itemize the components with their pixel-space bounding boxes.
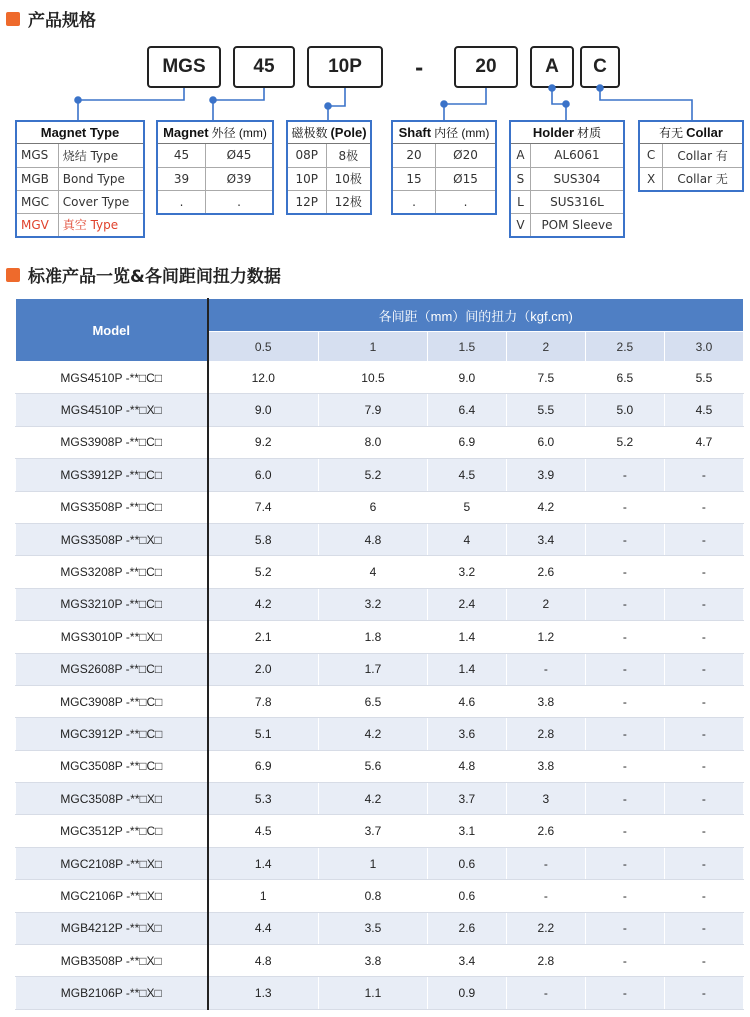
spec-row: V POM Sleeve	[511, 213, 623, 236]
torque-cell: 7.8	[208, 685, 319, 717]
torque-cell: 5.0	[585, 394, 664, 426]
spec-shaft-head: Shaft 内径 (mm)	[393, 122, 495, 144]
model-cell: MGC2106P -**□X□	[16, 880, 208, 912]
code-part-holder: A	[530, 46, 574, 88]
section-title-table	[6, 262, 281, 287]
torque-cell: 3.6	[427, 718, 506, 750]
spec-row: C Collar 有	[640, 144, 742, 167]
torque-cell: -	[585, 621, 664, 653]
code-part-pole: 10P	[307, 46, 383, 88]
model-cell: MGS3508P -**□C□	[16, 491, 208, 523]
torque-cell: -	[664, 912, 743, 944]
torque-cell: 5.2	[319, 459, 428, 491]
torque-cell: 2.8	[506, 718, 585, 750]
torque-cell: -	[585, 912, 664, 944]
model-cell: MGS2608P -**□C□	[16, 653, 208, 685]
spec-collar-head: 有无 Collar	[640, 122, 742, 144]
gap-header-3: 2	[506, 332, 585, 362]
table-row	[16, 977, 744, 1009]
torque-cell: -	[585, 459, 664, 491]
torque-cell: 5.1	[208, 718, 319, 750]
torque-cell: 6.9	[208, 750, 319, 782]
table-row	[16, 653, 744, 685]
spec-row: X Collar 无	[640, 167, 742, 190]
gap-header-5: 3.0	[664, 332, 743, 362]
spec-row: . .	[158, 190, 272, 213]
torque-cell: -	[664, 880, 743, 912]
spec-collar	[638, 120, 744, 192]
spec-pole-head: 磁极数 (Pole)	[288, 122, 370, 144]
torque-cell: 3.9	[506, 459, 585, 491]
table-row	[16, 556, 744, 588]
table-row	[16, 362, 744, 394]
spec-row: MGC Cover Type	[17, 190, 143, 213]
torque-cell: -	[585, 783, 664, 815]
code-dash: -	[415, 56, 424, 80]
spec-row: L SUS316L	[511, 190, 623, 213]
table-row	[16, 880, 744, 912]
table-row	[16, 718, 744, 750]
torque-cell: -	[664, 523, 743, 555]
spec-row: 20 Ø20	[393, 144, 495, 167]
torque-cell: 3.4	[427, 945, 506, 977]
torque-cell: 7.5	[506, 362, 585, 394]
torque-cell: 5.5	[664, 362, 743, 394]
torque-cell: 6.4	[427, 394, 506, 426]
section-title-table-text: 标准产品一览&各间距间扭力数据	[28, 267, 281, 287]
model-cell: MGS3912P -**□C□	[16, 459, 208, 491]
spec-holder-head: Holder 材质	[511, 122, 623, 144]
torque-cell: -	[585, 847, 664, 879]
torque-cell: 5.2	[585, 426, 664, 458]
spec-row: 12P 12极	[288, 190, 370, 213]
table-row	[16, 945, 744, 977]
torque-cell: 3	[506, 783, 585, 815]
spec-row: 08P 8极	[288, 144, 370, 167]
torque-cell: 4	[427, 523, 506, 555]
torque-cell: 2.6	[506, 815, 585, 847]
model-cell: MGB2106P -**□X□	[16, 977, 208, 1009]
torque-cell: -	[585, 491, 664, 523]
code-part-collar: C	[580, 46, 620, 88]
gap-header-4: 2.5	[585, 332, 664, 362]
torque-cell: 1.3	[208, 977, 319, 1009]
torque-cell: -	[664, 847, 743, 879]
torque-cell: -	[506, 847, 585, 879]
torque-cell: 5.2	[208, 556, 319, 588]
table-row	[16, 847, 744, 879]
torque-cell: 8.0	[319, 426, 428, 458]
torque-cell: 2.4	[427, 588, 506, 620]
torque-cell: 3.7	[427, 783, 506, 815]
table-row	[16, 426, 744, 458]
gap-header-0: 0.5	[208, 332, 319, 362]
table-row	[16, 523, 744, 555]
model-cell: MGS3210P -**□C□	[16, 588, 208, 620]
spec-row: 45 Ø45	[158, 144, 272, 167]
torque-cell: -	[664, 815, 743, 847]
torque-cell: 3.2	[427, 556, 506, 588]
gap-header-1: 1	[319, 332, 428, 362]
spec-row: S SUS304	[511, 167, 623, 190]
torque-cell: -	[585, 977, 664, 1009]
torque-cell: 4	[319, 556, 428, 588]
torque-cell: 4.5	[664, 394, 743, 426]
torque-cell: 1.1	[319, 977, 428, 1009]
torque-cell: -	[506, 880, 585, 912]
spec-magnet-type	[15, 120, 145, 238]
torque-cell: 6.0	[506, 426, 585, 458]
torque-cell: 4.2	[319, 718, 428, 750]
torque-cell: 4.8	[427, 750, 506, 782]
gap-header-2: 1.5	[427, 332, 506, 362]
code-part-series: MGS	[147, 46, 221, 88]
torque-cell: 4.2	[208, 588, 319, 620]
model-cell: MGS3508P -**□X□	[16, 523, 208, 555]
table-row	[16, 750, 744, 782]
torque-cell: 9.2	[208, 426, 319, 458]
torque-cell: 4.6	[427, 685, 506, 717]
torque-cell: 4.8	[319, 523, 428, 555]
torque-cell: -	[664, 685, 743, 717]
model-cell: MGC3912P -**□C□	[16, 718, 208, 750]
table-row	[16, 621, 744, 653]
model-cell: MGB3508P -**□X□	[16, 945, 208, 977]
torque-cell: 1.7	[319, 653, 428, 685]
torque-cell: 6.9	[427, 426, 506, 458]
torque-cell: 4.4	[208, 912, 319, 944]
torque-cell: -	[664, 945, 743, 977]
torque-cell: -	[664, 621, 743, 653]
torque-cell: 7.9	[319, 394, 428, 426]
model-cell: MGS3908P -**□C□	[16, 426, 208, 458]
torque-cell: -	[664, 491, 743, 523]
section-marker-icon	[6, 268, 20, 282]
torque-cell: -	[585, 880, 664, 912]
torque-cell: -	[664, 653, 743, 685]
torque-cell: -	[664, 459, 743, 491]
torque-cell: -	[585, 815, 664, 847]
model-cell: MGS3208P -**□C□	[16, 556, 208, 588]
torque-cell: -	[585, 945, 664, 977]
section-title-spec-text: 产品规格	[28, 11, 96, 31]
torque-cell: -	[664, 783, 743, 815]
torque-cell: 0.9	[427, 977, 506, 1009]
model-cell: MGB4212P -**□X□	[16, 912, 208, 944]
model-cell: MGS4510P -**□X□	[16, 394, 208, 426]
torque-cell: 1.2	[506, 621, 585, 653]
spec-holder	[509, 120, 625, 238]
torque-cell: 2.1	[208, 621, 319, 653]
spec-row: 39 Ø39	[158, 167, 272, 190]
torque-cell: 2.0	[208, 653, 319, 685]
code-connectors	[0, 0, 750, 130]
torque-cell: 2.8	[506, 945, 585, 977]
model-cell: MGC2108P -**□X□	[16, 847, 208, 879]
torque-cell: 6.0	[208, 459, 319, 491]
table-row	[16, 912, 744, 944]
torque-cell: 7.4	[208, 491, 319, 523]
torque-cell: -	[585, 718, 664, 750]
spec-row: MGS 烧结 Type	[17, 144, 143, 167]
torque-cell: 4.2	[319, 783, 428, 815]
torque-cell: 1.4	[427, 653, 506, 685]
torque-cell: 6	[319, 491, 428, 523]
spec-magnet-od-head: Magnet 外径 (mm)	[158, 122, 272, 144]
torque-cell: 0.6	[427, 847, 506, 879]
torque-cell: -	[664, 750, 743, 782]
table-row	[16, 685, 744, 717]
torque-cell: 2.6	[427, 912, 506, 944]
torque-cell: -	[585, 653, 664, 685]
spec-magnet-type-head: Magnet Type	[17, 122, 143, 144]
torque-cell: 1.4	[427, 621, 506, 653]
gap-torque-header: 各间距（mm）间的扭力（kgf.cm)	[208, 299, 744, 332]
spec-pole	[286, 120, 372, 215]
model-cell: MGS4510P -**□C□	[16, 362, 208, 394]
torque-cell: 4.2	[506, 491, 585, 523]
model-cell: MGS3010P -**□X□	[16, 621, 208, 653]
table-row	[16, 459, 744, 491]
torque-cell: -	[585, 685, 664, 717]
torque-cell: 3.8	[319, 945, 428, 977]
table-row	[16, 491, 744, 523]
model-header: Model	[16, 299, 208, 362]
code-part-shaft: 20	[454, 46, 518, 88]
torque-cell: 2.2	[506, 912, 585, 944]
spec-row: A AL6061	[511, 144, 623, 167]
torque-cell: -	[585, 750, 664, 782]
torque-cell: 5.3	[208, 783, 319, 815]
spec-row: 15 Ø15	[393, 167, 495, 190]
torque-cell: 4.7	[664, 426, 743, 458]
torque-cell: 3.8	[506, 750, 585, 782]
torque-cell: -	[664, 588, 743, 620]
torque-cell: 12.0	[208, 362, 319, 394]
table-row	[16, 815, 744, 847]
torque-cell: 4.5	[208, 815, 319, 847]
torque-cell: 2.6	[506, 556, 585, 588]
torque-cell: -	[664, 556, 743, 588]
torque-cell: 6.5	[319, 685, 428, 717]
torque-cell: -	[585, 556, 664, 588]
torque-cell: 0.8	[319, 880, 428, 912]
torque-cell: 5.6	[319, 750, 428, 782]
torque-cell: 4.8	[208, 945, 319, 977]
model-cell: MGC3508P -**□C□	[16, 750, 208, 782]
torque-cell: 5	[427, 491, 506, 523]
spec-shaft	[391, 120, 497, 215]
table-row	[16, 394, 744, 426]
model-cell: MGC3508P -**□X□	[16, 783, 208, 815]
spec-magnet-od	[156, 120, 274, 215]
torque-cell: 1.4	[208, 847, 319, 879]
torque-cell: 9.0	[427, 362, 506, 394]
model-cell: MGC3908P -**□C□	[16, 685, 208, 717]
torque-table	[15, 298, 744, 1010]
torque-cell: 3.1	[427, 815, 506, 847]
torque-cell: 3.7	[319, 815, 428, 847]
torque-cell: 5.5	[506, 394, 585, 426]
torque-cell: 3.4	[506, 523, 585, 555]
torque-cell: 0.6	[427, 880, 506, 912]
table-row	[16, 588, 744, 620]
torque-cell: 4.5	[427, 459, 506, 491]
torque-cell: 1	[319, 847, 428, 879]
torque-cell: 6.5	[585, 362, 664, 394]
spec-row: . .	[393, 190, 495, 213]
torque-cell: -	[506, 977, 585, 1009]
torque-cell: 3.8	[506, 685, 585, 717]
torque-cell: -	[664, 718, 743, 750]
spec-row: MGB Bond Type	[17, 167, 143, 190]
torque-cell: 10.5	[319, 362, 428, 394]
code-part-diameter: 45	[233, 46, 295, 88]
spec-row: MGV 真空 Type	[17, 213, 143, 236]
torque-cell: 1	[208, 880, 319, 912]
torque-cell: -	[585, 523, 664, 555]
torque-cell: 2	[506, 588, 585, 620]
torque-cell: -	[506, 653, 585, 685]
torque-cell: 5.8	[208, 523, 319, 555]
torque-cell: 1.8	[319, 621, 428, 653]
torque-cell: 9.0	[208, 394, 319, 426]
torque-cell: 3.2	[319, 588, 428, 620]
torque-cell: 3.5	[319, 912, 428, 944]
torque-cell: -	[664, 977, 743, 1009]
model-cell: MGC3512P -**□C□	[16, 815, 208, 847]
spec-row: 10P 10极	[288, 167, 370, 190]
torque-cell: -	[585, 588, 664, 620]
table-row	[16, 783, 744, 815]
